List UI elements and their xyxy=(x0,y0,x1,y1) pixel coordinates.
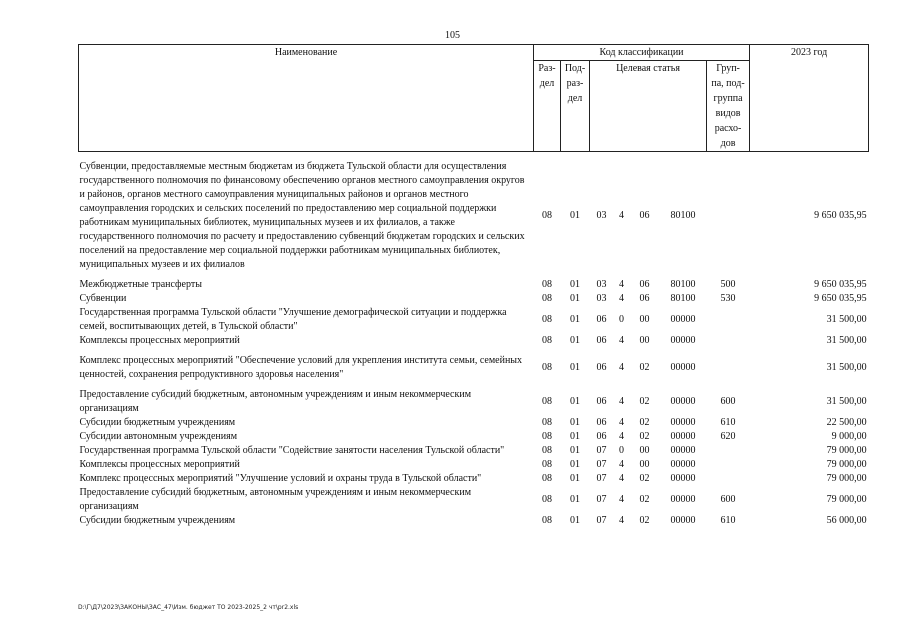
row-cs2: 4 xyxy=(619,494,624,505)
row-vid xyxy=(707,444,750,458)
row-name: Субвенции xyxy=(79,293,127,304)
row-sum: 9 650 035,95 xyxy=(814,279,867,290)
row-name: Субсидии бюджетным учреждениям xyxy=(79,515,236,526)
row-name: Комплексы процессных мероприятий xyxy=(79,459,240,470)
table-body xyxy=(79,152,869,529)
row-cs1: 06 xyxy=(596,417,607,428)
row-cs4: 00000 xyxy=(670,314,696,325)
row-cs3: 02 xyxy=(639,417,650,428)
row-sum: 31 500,00 xyxy=(826,362,867,373)
header-podrazdel: Под- раз- дел xyxy=(561,61,590,152)
row-cs3: 00 xyxy=(639,314,650,325)
row-name: Государственная программа Тульской области "Улучшение демографической ситуации и поддержка семей, воспитывающих детей, в Тульской области" xyxy=(79,307,507,332)
row-vid xyxy=(707,348,750,382)
header-code-group: Код классификации xyxy=(534,45,750,61)
row-cs4: 80100 xyxy=(670,279,696,290)
row-sum: 31 500,00 xyxy=(826,335,867,346)
row-sum: 9 650 035,95 xyxy=(814,293,867,304)
row-cs2: 4 xyxy=(619,335,624,346)
row-vid: 610 xyxy=(720,417,736,428)
row-cs3: 02 xyxy=(639,431,650,442)
header-vid: Груп- па, под- группа видов расхо- дов xyxy=(707,61,750,152)
row-cs1: 03 xyxy=(596,210,607,221)
row-cs4: 80100 xyxy=(670,293,696,304)
row-cs1: 07 xyxy=(596,515,607,526)
row-sum: 79 000,00 xyxy=(826,445,867,456)
row-cs1: 07 xyxy=(596,473,607,484)
row-razdel: 08 xyxy=(542,431,552,442)
row-vid: 530 xyxy=(720,293,736,304)
row-cs2: 4 xyxy=(619,473,624,484)
table-row xyxy=(79,444,869,458)
row-cs4: 80100 xyxy=(670,210,696,221)
row-cs1: 03 xyxy=(596,279,607,290)
row-vid xyxy=(707,306,750,334)
table-row xyxy=(79,486,869,514)
row-cs3: 02 xyxy=(639,473,650,484)
row-cs2: 4 xyxy=(619,210,624,221)
table-row xyxy=(79,416,869,430)
row-podrazdel: 01 xyxy=(570,417,580,428)
row-cs3: 02 xyxy=(639,494,650,505)
row-vid xyxy=(707,152,750,273)
row-cs2: 4 xyxy=(619,396,624,407)
row-cs2: 4 xyxy=(619,417,624,428)
row-name: Межбюджетные трансферты xyxy=(79,279,202,290)
table-row xyxy=(79,514,869,528)
row-cs4: 00000 xyxy=(670,459,696,470)
row-name: Субсидии бюджетным учреждениям xyxy=(79,417,236,428)
row-sum: 79 000,00 xyxy=(826,473,867,484)
page-number: 105 xyxy=(445,30,460,41)
row-sum: 22 500,00 xyxy=(826,417,867,428)
row-razdel: 08 xyxy=(542,335,552,346)
row-podrazdel: 01 xyxy=(570,314,580,325)
row-vid xyxy=(707,334,750,348)
row-cs4: 00000 xyxy=(670,445,696,456)
row-cs4: 00000 xyxy=(670,515,696,526)
table-row xyxy=(79,382,869,416)
row-cs4: 00000 xyxy=(670,396,696,407)
row-podrazdel: 01 xyxy=(570,335,580,346)
row-sum: 9 650 035,95 xyxy=(814,210,867,221)
row-podrazdel: 01 xyxy=(570,210,580,221)
row-cs4: 00000 xyxy=(670,417,696,428)
row-podrazdel: 01 xyxy=(570,279,580,290)
table-row xyxy=(79,430,869,444)
row-name: Государственная программа Тульской области "Содействие занятости населения Тульской области" xyxy=(79,445,505,456)
table-row xyxy=(79,334,869,348)
row-cs1: 06 xyxy=(596,314,607,325)
row-name: Комплекс процессных мероприятий "Обеспечение условий для укрепления института семьи, семейных ценностей, сохранения репродуктивного здоровья населения" xyxy=(79,355,523,380)
row-podrazdel: 01 xyxy=(570,473,580,484)
row-cs3: 02 xyxy=(639,362,650,373)
row-cs3: 02 xyxy=(639,396,650,407)
row-vid: 620 xyxy=(720,431,736,442)
row-cs2: 4 xyxy=(619,279,624,290)
row-name: Комплекс процессных мероприятий "Улучшение условий и охраны труда в Тульской области" xyxy=(79,473,482,484)
header-year: 2023 год xyxy=(750,45,869,152)
row-razdel: 08 xyxy=(542,494,552,505)
row-vid: 610 xyxy=(720,515,736,526)
row-cs1: 03 xyxy=(596,293,607,304)
row-razdel: 08 xyxy=(542,279,552,290)
row-cs4: 00000 xyxy=(670,431,696,442)
row-cs3: 06 xyxy=(639,293,650,304)
row-podrazdel: 01 xyxy=(570,396,580,407)
row-vid xyxy=(707,472,750,486)
row-sum: 31 500,00 xyxy=(826,396,867,407)
row-sum: 79 000,00 xyxy=(826,494,867,505)
row-cs1: 06 xyxy=(596,362,607,373)
table-row xyxy=(79,458,869,472)
row-sum: 9 000,00 xyxy=(831,431,867,442)
table-row xyxy=(79,472,869,486)
row-cs3: 00 xyxy=(639,459,650,470)
row-podrazdel: 01 xyxy=(570,431,580,442)
table-row xyxy=(79,152,869,273)
row-name: Предоставление субсидий бюджетным, автономным учреждениям и иным некоммерческим организациям xyxy=(79,389,472,414)
row-cs4: 00000 xyxy=(670,335,696,346)
row-podrazdel: 01 xyxy=(570,362,580,373)
row-cs2: 4 xyxy=(619,515,624,526)
file-path: D:\Г\Д7\2023\ЗАКОНЫ\ЗАС_47\Изм. бюджет ТО 2023-2025_2 чт\pr2.xls xyxy=(78,604,299,611)
row-razdel: 08 xyxy=(542,314,552,325)
row-podrazdel: 01 xyxy=(570,515,580,526)
row-cs1: 07 xyxy=(596,494,607,505)
row-cs1: 07 xyxy=(596,459,607,470)
row-cs2: 0 xyxy=(619,445,624,456)
header-name: Наименование xyxy=(79,45,534,152)
row-cs4: 00000 xyxy=(670,362,696,373)
table-row xyxy=(79,292,869,306)
row-razdel: 08 xyxy=(542,417,552,428)
row-cs2: 0 xyxy=(619,314,624,325)
row-sum: 31 500,00 xyxy=(826,314,867,325)
row-name: Субсидии автономным учреждениям xyxy=(79,431,238,442)
row-podrazdel: 01 xyxy=(570,459,580,470)
row-cs3: 00 xyxy=(639,445,650,456)
row-razdel: 08 xyxy=(542,459,552,470)
row-cs3: 00 xyxy=(639,335,650,346)
row-cs3: 06 xyxy=(639,279,650,290)
row-razdel: 08 xyxy=(542,293,552,304)
row-cs2: 4 xyxy=(619,431,624,442)
row-vid: 600 xyxy=(720,494,736,505)
table-row xyxy=(79,348,869,382)
row-cs1: 07 xyxy=(596,445,607,456)
row-name: Субвенции, предоставляемые местным бюджетам из бюджета Тульской области для осуществления государственного полномочия по финансовому обеспечению органов местного самоуправления округов и районов, органов местного самоуправления муниципальных районов и органов местного самоуправления городских и сельских поселений по предоставлению мер социальной поддержки работникам муниципальных библиотек, муниципальных музеев и их филиалов, а также государственного полномочия по расчету и предоставлению субвенций бюджетам городских и сельских поселений на предоставление мер социальной поддержки работникам муниципальных библиотек, муниципальных музеев и их филиалов xyxy=(79,161,525,270)
row-cs2: 4 xyxy=(619,459,624,470)
row-cs2: 4 xyxy=(619,362,624,373)
row-podrazdel: 01 xyxy=(570,445,580,456)
row-cs4: 00000 xyxy=(670,473,696,484)
row-name: Предоставление субсидий бюджетным, автономным учреждениям и иным некоммерческим организациям xyxy=(79,487,472,512)
table-row xyxy=(79,306,869,334)
header-razdel: Раз- дел xyxy=(534,61,561,152)
budget-table xyxy=(78,44,869,528)
row-razdel: 08 xyxy=(542,362,552,373)
row-cs3: 02 xyxy=(639,515,650,526)
header-target: Целевая статья xyxy=(590,61,707,152)
row-cs1: 06 xyxy=(596,335,607,346)
row-podrazdel: 01 xyxy=(570,293,580,304)
row-name: Комплексы процессных мероприятий xyxy=(79,335,240,346)
row-vid: 500 xyxy=(720,279,736,290)
row-razdel: 08 xyxy=(542,473,552,484)
row-vid xyxy=(707,458,750,472)
row-cs2: 4 xyxy=(619,293,624,304)
row-razdel: 08 xyxy=(542,515,552,526)
row-cs1: 06 xyxy=(596,431,607,442)
row-razdel: 08 xyxy=(542,210,552,221)
row-cs4: 00000 xyxy=(670,494,696,505)
table-row xyxy=(79,272,869,292)
row-vid: 600 xyxy=(720,396,736,407)
row-cs3: 06 xyxy=(639,210,650,221)
row-razdel: 08 xyxy=(542,445,552,456)
row-sum: 56 000,00 xyxy=(826,515,867,526)
row-podrazdel: 01 xyxy=(570,494,580,505)
row-razdel: 08 xyxy=(542,396,552,407)
row-sum: 79 000,00 xyxy=(826,459,867,470)
row-cs1: 06 xyxy=(596,396,607,407)
